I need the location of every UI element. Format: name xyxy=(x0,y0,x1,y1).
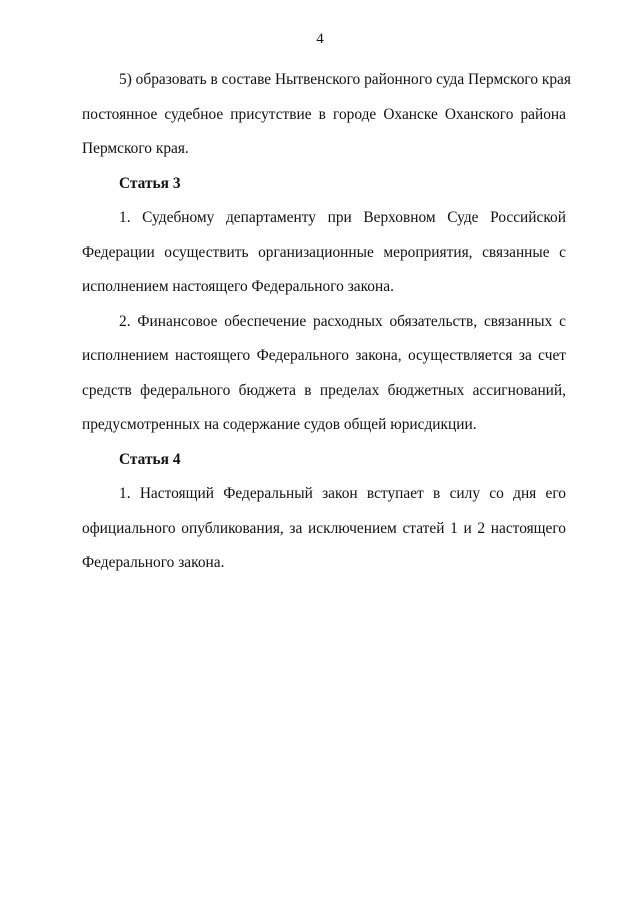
document-body xyxy=(82,63,571,581)
paragraph-line: Пермского края. xyxy=(82,140,189,157)
article-4-heading: Статья 4 xyxy=(119,450,181,468)
article-4-paragraph-1 xyxy=(82,477,566,581)
paragraph-line: 2. Финансовое обеспечение расходных обязательств, связанных с xyxy=(119,312,566,330)
paragraph-line: 1. Судебному департаменту при Верховном Суде Российской xyxy=(119,209,566,226)
paragraph-line: Федерации осуществить организационные мероприятия, связанные с xyxy=(82,243,566,261)
paragraph-line: средств федерального бюджета в пределах бюджетных ассигнований, xyxy=(82,381,566,399)
item-5-paragraph xyxy=(82,63,571,167)
paragraph-line: 1. Настоящий Федеральный закон вступает в силу со дня его xyxy=(119,485,566,502)
paragraph-line: исполнением настоящего Федерального закона. xyxy=(82,278,394,295)
paragraph-line: 5) образовать в составе Нытвенского районного суда Пермского края xyxy=(119,71,571,88)
paragraph-line: постоянное судебное присутствие в городе Оханске Оханского района xyxy=(82,105,566,123)
paragraph-line: исполнением настоящего Федерального закона, осуществляется за счет xyxy=(82,347,566,364)
paragraph-line: предусмотренных на содержание судов общей юрисдикции. xyxy=(82,416,477,433)
article-3-heading: Статья 3 xyxy=(119,174,181,192)
paragraph-line: официального опубликования, за исключением статей 1 и 2 настоящего xyxy=(82,519,566,537)
article-3-paragraph-1 xyxy=(82,201,566,305)
page-number: 4 xyxy=(316,31,324,47)
paragraph-line: Федерального закона. xyxy=(82,554,225,571)
article-3-paragraph-2 xyxy=(82,305,566,443)
